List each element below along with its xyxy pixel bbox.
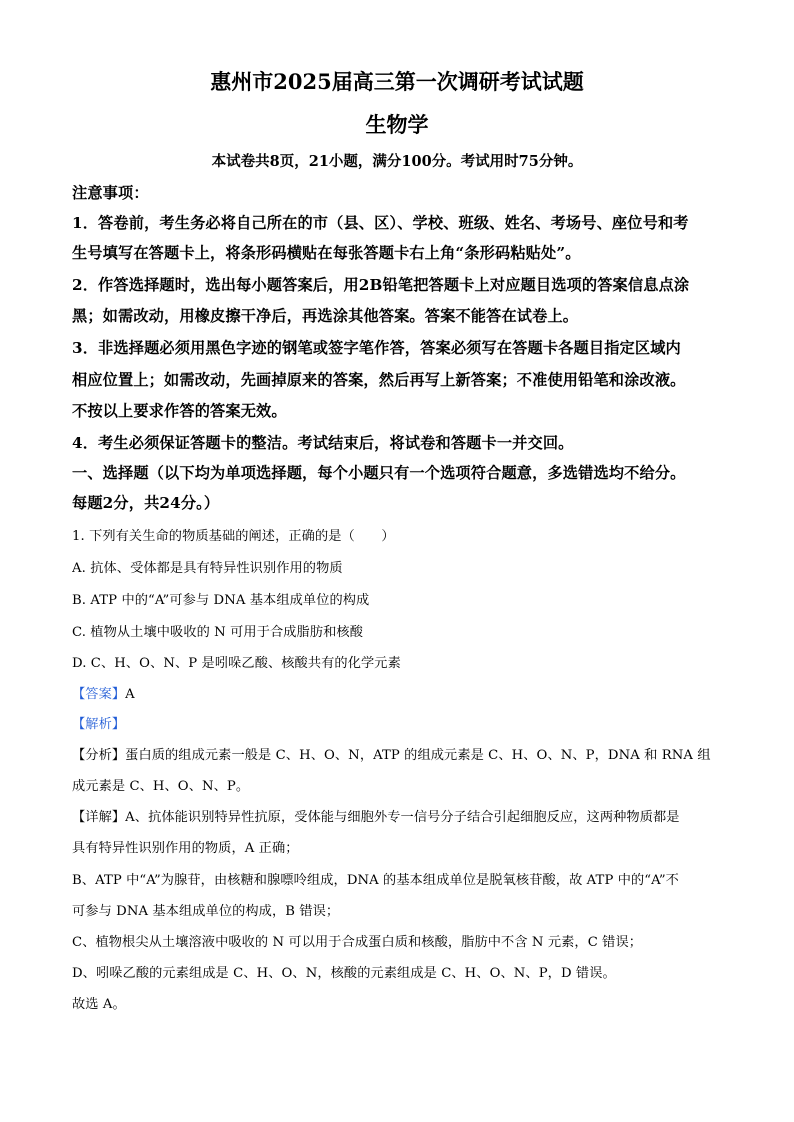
option-d: D. C、H、O、N、P 是吲哚乙酸、核酸共有的化学元素 (72, 656, 401, 671)
analysis-label: 【解析】 (72, 717, 126, 732)
xiangjie-line: 具有特异性识别作用的物质，A 正确； (72, 841, 299, 856)
subject-title: 生物学 (365, 112, 429, 137)
xiangjie-line: D、吲哚乙酸的元素组成是 C、H、O、N，核酸的元素组成是 C、H、O、N、P，D 错误。 (72, 966, 616, 981)
xiangjie-text: A、抗体能识别特异性抗原，受体能与细胞外专一信号分子结合引起细胞反应，这两种物质都是 (125, 810, 680, 825)
xiangjie-label: 【详解】 (72, 810, 126, 825)
notice-line: 2．作答选择题时，选出每小题答案后，用2B铅笔把答题卡上对应题目选项的答案信息点涂 (72, 276, 690, 294)
fenxi-text: 蛋白质的组成元素一般是 C、H、O、N，ATP 的组成元素是 C、H、O、N、P，DNA 和 RNA 组 (125, 748, 711, 763)
answer-label: 【答案】 (72, 687, 126, 702)
fenxi-label: 【分析】 (72, 748, 126, 763)
exam-title: 惠州市2025届高三第一次调研考试试题 (210, 69, 584, 94)
notice-line: 4．考生必须保证答题卡的整洁。考试结束后，将试卷和答题卡一并交回。 (72, 434, 574, 452)
notice-line: 不按以上要求作答的答案无效。 (72, 402, 287, 420)
answer-line (72, 683, 732, 702)
xiangjie-line: B、ATP 中“A”为腺苷，由核糖和腺嘌呤组成，DNA 的基本组成单位是脱氧核苷酸，故 ATP 中的“A”不 (72, 873, 679, 888)
notice-line: 相应位置上；如需改动，先画掉原来的答案，然后再写上新答案；不准使用铅笔和涂改液。 (72, 371, 686, 389)
section-heading: 每题2分，共24分。） (72, 494, 220, 512)
notice-line: 3．非选择题必须用黑色字迹的钢笔或签字笔作答，答案必须写在答题卡各题目指定区域内 (72, 339, 681, 357)
notice-line: 黑；如需改动，用橡皮擦干净后，再选涂其他答案。答案不能答在试卷上。 (72, 307, 579, 325)
option-b: B. ATP 中的“A”可参与 DNA 基本组成单位的构成 (72, 593, 370, 608)
notice-line: 1．答卷前，考生务必将自己所在的市（县、区）、学校、班级、姓名、考场号、座位号和考 (72, 214, 689, 232)
option-c: C. 植物从土壤中吸收的 N 可用于合成脂肪和核酸 (72, 625, 363, 640)
fenxi-line (72, 744, 732, 763)
fenxi-line: 成元素是 C、H、O、N、P。 (72, 779, 250, 794)
option-a: A. 抗体、受体都是具有特异性识别作用的物质 (72, 561, 343, 576)
xiangjie-line: C、植物根尖从土壤溶液中吸收的 N 可以用于合成蛋白质和核酸，脂肪中不含 N 元素，C 错误； (72, 935, 643, 950)
notice-heading: 注意事项： (72, 184, 149, 202)
exam-info: 本试卷共8页，21小题，满分100分。考试用时75分钟。 (211, 153, 583, 170)
conclusion-line: 故选 A。 (72, 997, 126, 1012)
notice-line: 生号填写在答题卡上，将条形码横贴在每张答题卡右上角“条形码粘贴处”。 (72, 244, 581, 262)
section-heading: 一、选择题（以下均为单项选择题，每个小题只有一个选项符合题意，多选错选均不给分。 (72, 464, 686, 482)
xiangjie-line (72, 806, 732, 825)
question-stem: 1. 下列有关生命的物质基础的阐述，正确的是（ ） (72, 529, 395, 544)
xiangjie-line: 可参与 DNA 基本组成单位的构成，B 错误； (72, 904, 340, 919)
answer-value: A (125, 687, 135, 702)
